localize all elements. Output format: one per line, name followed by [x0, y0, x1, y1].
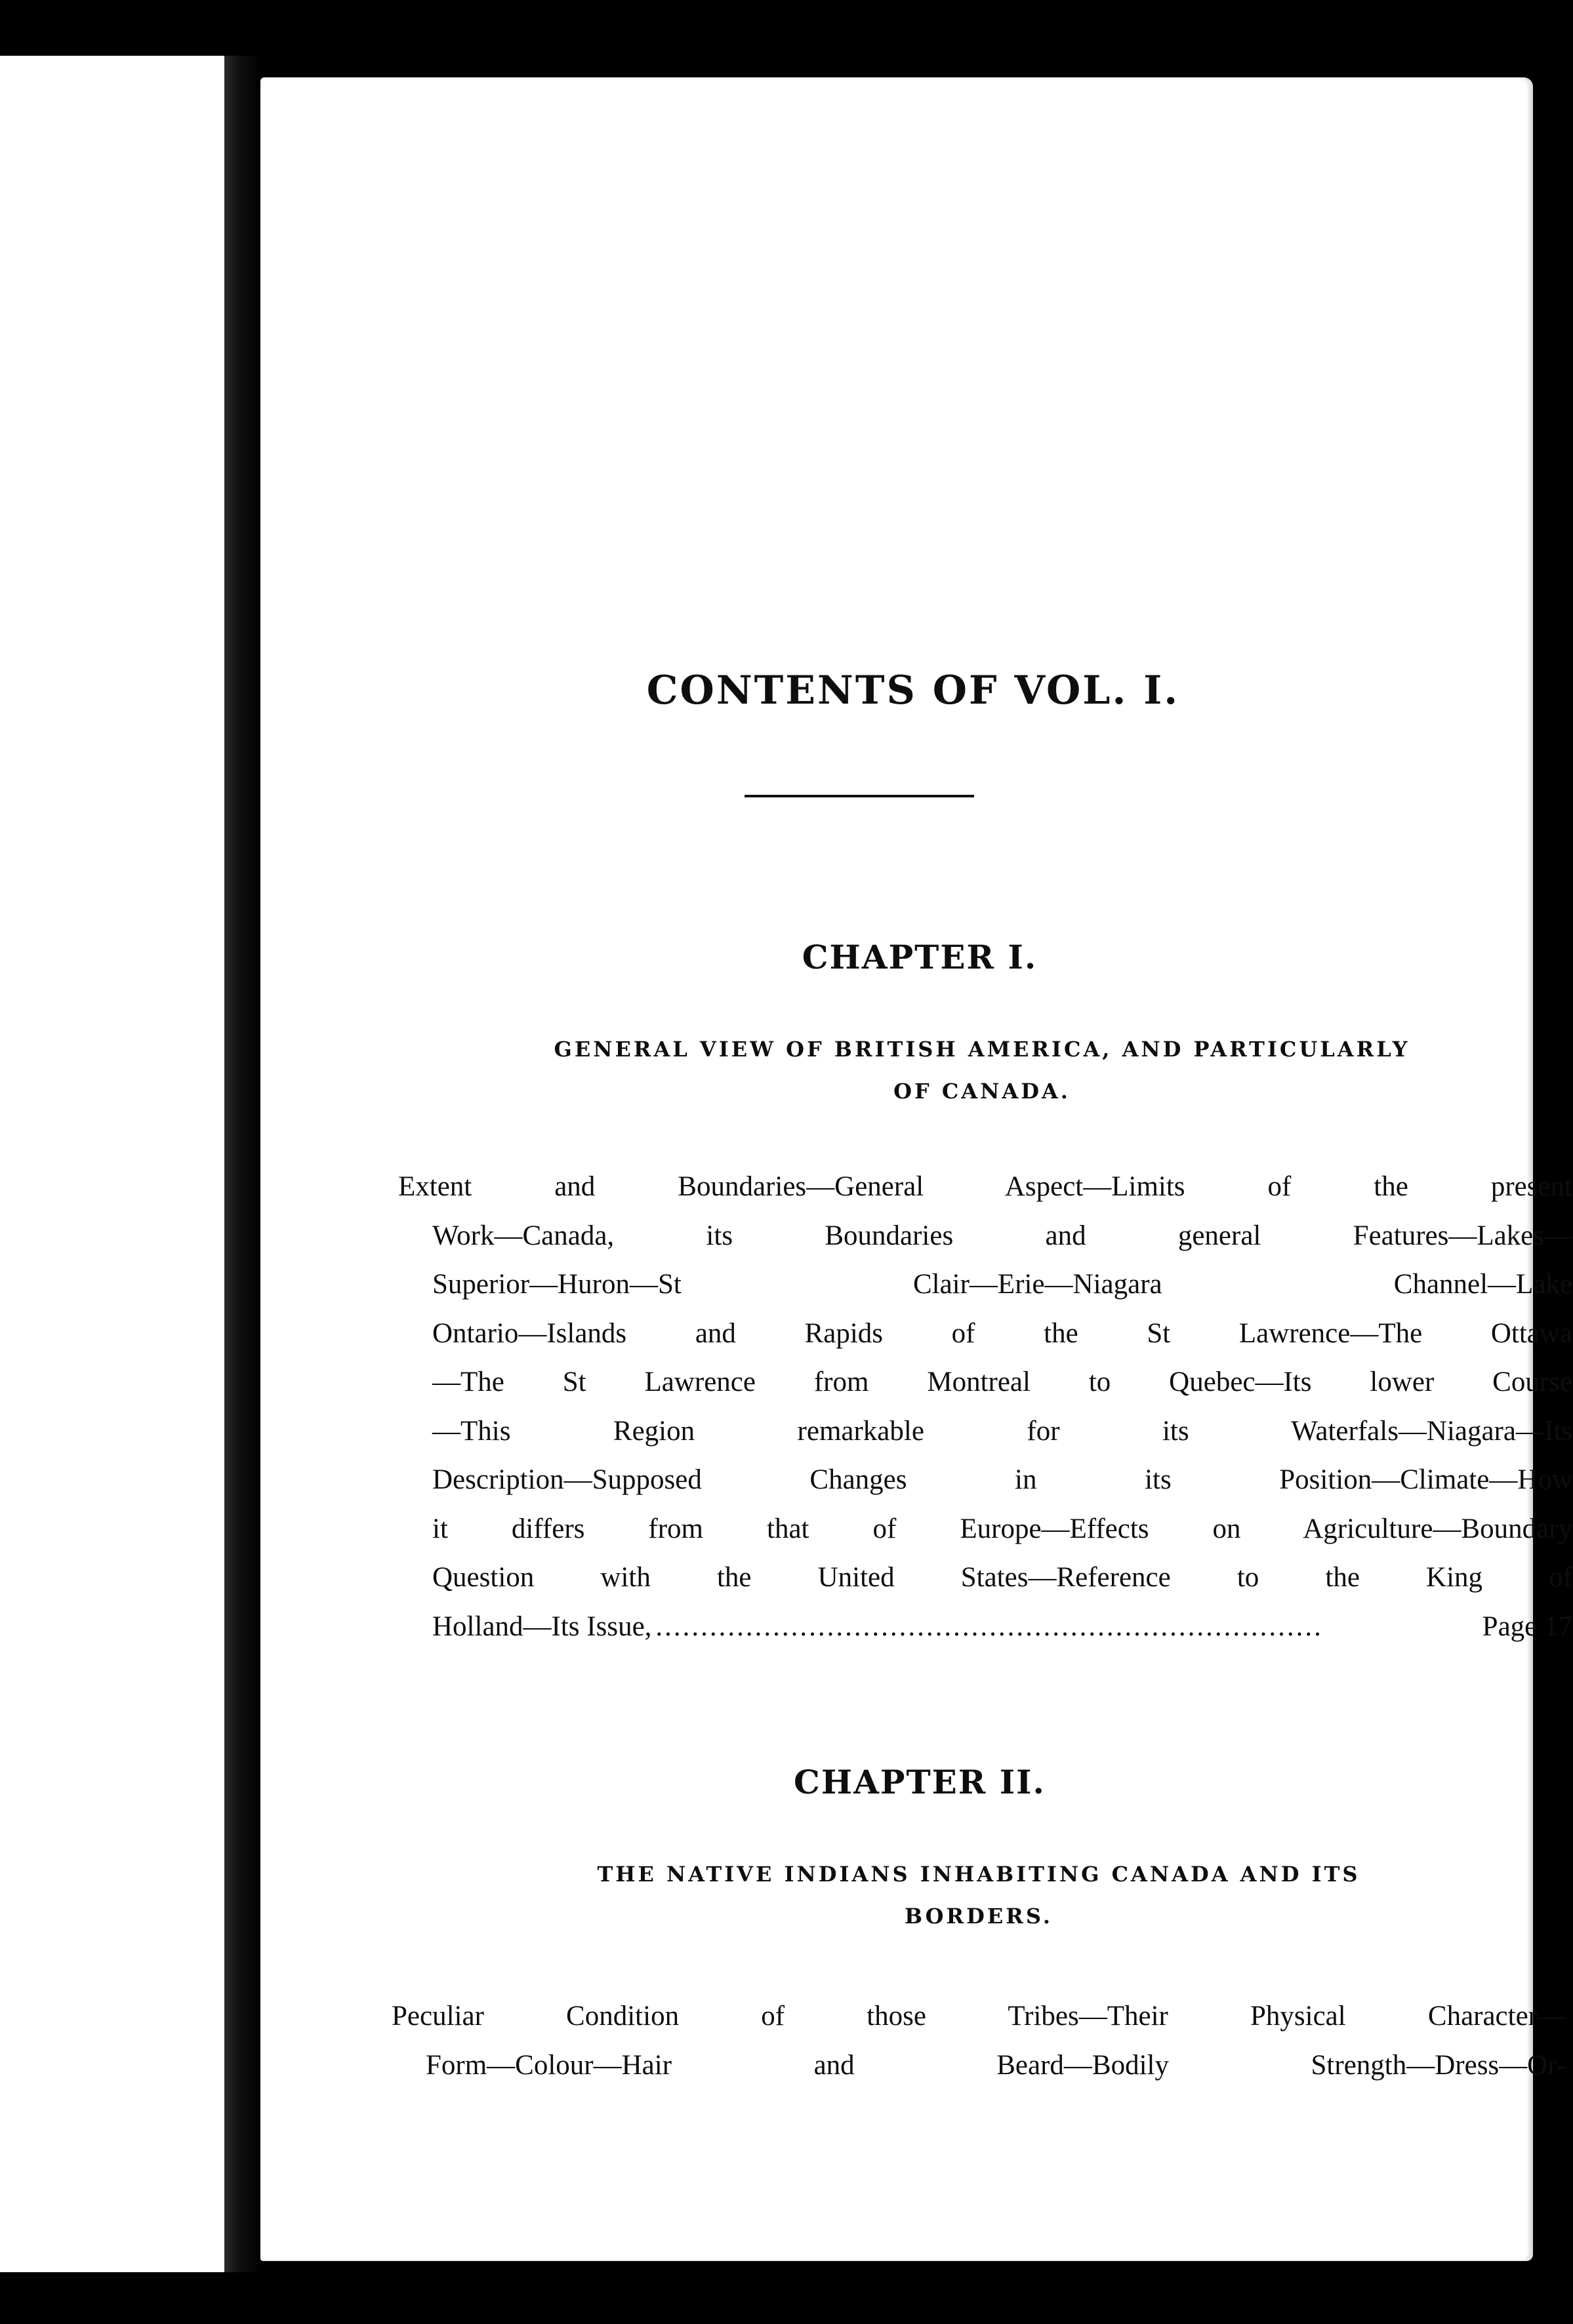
chapter-1-subtitle-line: GENERAL VIEW OF BRITISH AMERICA, AND PARTICULARLY: [554, 1037, 1410, 1062]
chapter-2-synopsis: [392, 1992, 1566, 2090]
facing-page-blank: [0, 56, 224, 2272]
synopsis-line: Superior—Huron—St Clair—Erie—Niagara Channel—Lake: [432, 1269, 1572, 1300]
page-reference: Page 17: [1482, 1611, 1572, 1642]
synopsis-line: Work—Canada, its Boundaries and general Features—Lakes—: [432, 1220, 1572, 1251]
synopsis-line: —The St Lawrence from Montreal to Quebec—Its lower Course: [432, 1367, 1572, 1397]
synopsis-line: Question with the United States—Reference to the King of: [432, 1562, 1572, 1593]
chapter-1-subtitle-line: OF CANADA.: [893, 1079, 1071, 1104]
page-title: CONTENTS OF VOL. I.: [646, 668, 1180, 713]
contents-page: [260, 77, 1572, 2261]
chapter-1-synopsis: [398, 1163, 1572, 1651]
synopsis-final-text: Holland—Its Issue,: [432, 1611, 652, 1642]
synopsis-final-line: [398, 1603, 1572, 1652]
synopsis-line: it differs from that of Europe—Effects on Agriculture—Boundary: [432, 1513, 1572, 1544]
chapter-2-heading: CHAPTER II.: [794, 1763, 1046, 1801]
page-content: [260, 77, 1572, 2261]
synopsis-line: Ontario—Islands and Rapids of the St Lawrence—The Ottawa: [432, 1317, 1572, 1349]
title-rule: [745, 795, 974, 797]
synopsis-line: —This Region remarkable for its Waterfals—Niagara—Its: [432, 1415, 1572, 1447]
chapter-2-subtitle-line: THE NATIVE INDIANS INHABITING CANADA AND ITS: [597, 1862, 1360, 1887]
dot-leader: ..........................................................................: [655, 1611, 1323, 1642]
chapter-2-subtitle-line: BORDERS.: [905, 1904, 1053, 1929]
chapter-2-subtitle: [398, 1853, 1559, 1937]
synopsis-line: Peculiar Condition of those Tribes—Their Physical Character—: [392, 2001, 1566, 2032]
synopsis-line: Form—Colour—Hair and Beard—Bodily Strength—Dress—Or-: [426, 2049, 1566, 2081]
synopsis-line: Extent and Boundaries—General Aspect—Limits of the present: [398, 1171, 1572, 1202]
book-gutter: [224, 56, 260, 2272]
chapter-1-subtitle: [392, 1028, 1572, 1112]
chapter-1-heading: CHAPTER I.: [802, 938, 1038, 976]
synopsis-line: Description—Supposed Changes in its Position—Climate—How: [432, 1464, 1572, 1495]
